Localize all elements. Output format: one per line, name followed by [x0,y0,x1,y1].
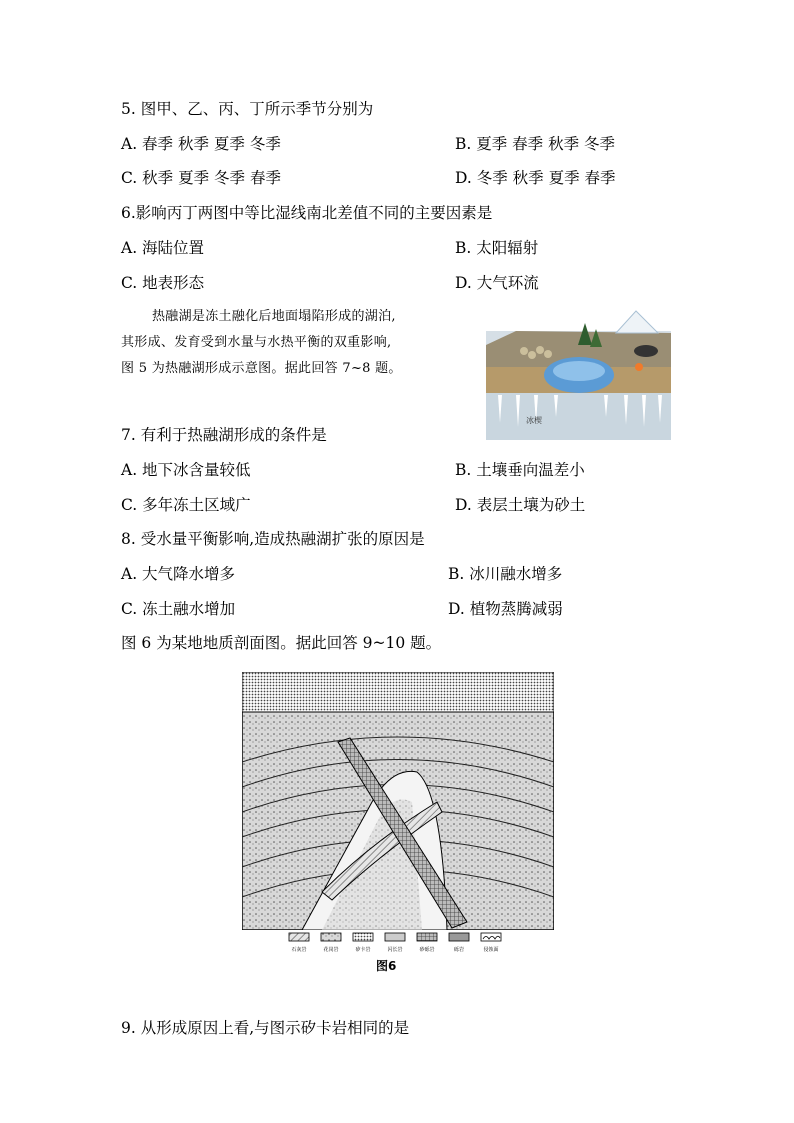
intro5-line1: 热融湖是冻土融化后地面塌陷形成的湖泊, [152,309,396,324]
q6-option-d: D. 大气环流 [455,274,539,292]
q8-option-a: A. 大气降水增多 [121,565,236,583]
q8-option-c: C. 冻土融水增加 [121,600,236,618]
q8-stem: 8. 受水量平衡影响,造成热融湖扩张的原因是 [121,530,425,548]
legend-item-granite [321,933,341,941]
legend-item-skarn [353,933,373,941]
q7-option-a: A. 地下冰含量较低 [121,461,251,479]
q7-option-b: B. 土壤垂向温差小 [455,461,585,479]
legend-label-1: 花岗岩 [323,947,339,953]
q9-stem: 9. 从形成原因上看,与图示矽卡岩相同的是 [121,1019,410,1037]
legend-item-conglomerate [449,933,469,941]
q6-stem: 6.影响丙丁两图中等比湿线南北差值不同的主要因素是 [121,204,493,222]
q7-option-c: C. 多年冻土区域广 [121,496,251,514]
intro6: 图 6 为某地地质剖面图。据此回答 9~10 题。 [121,634,442,652]
intro5-line2: 其形成、发育受到水量与水热平衡的双重影响, [121,335,392,350]
q7-option-d: D. 表层土壤为砂土 [455,496,586,514]
fig5-label-ice: 冰楔 [526,416,542,425]
legend-item-erosion [481,933,501,941]
legend-label-6: 侵蚀面 [483,947,499,953]
legend-label-3: 闪长岩 [387,947,403,953]
legend-label-4: 砂砾岩 [419,947,435,953]
thermokarst-lake-diagram [486,305,671,440]
q5-option-a: A. 春季 秋季 夏季 冬季 [121,135,281,153]
q5-option-c: C. 秋季 夏季 冬季 春季 [121,169,281,187]
q6-option-a: A. 海陆位置 [121,239,205,257]
geological-section-diagram [242,672,554,930]
q6-option-c: C. 地表形态 [121,274,205,292]
fig6-legend [285,932,509,954]
legend-item-diorite [385,933,405,941]
q6-option-b: B. 太阳辐射 [455,239,539,257]
q5-option-d: D. 冬季 秋季 夏季 春季 [455,169,616,187]
legend-label-0: 石灰岩 [291,947,307,953]
q7-stem: 7. 有利于热融湖形成的条件是 [121,426,327,444]
legend-label-2: 矽卡岩 [355,947,371,953]
intro5-line3: 图 5 为热融湖形成示意图。据此回答 7~8 题。 [121,361,402,376]
legend-item-sandstone [417,933,437,941]
legend-item-limestone [289,933,309,941]
q8-option-d: D. 植物蒸腾减弱 [448,600,563,618]
legend-label-5: 砾岩 [453,947,465,953]
q5-option-b: B. 夏季 春季 秋季 冬季 [455,135,616,153]
q8-option-b: B. 冰川融水增多 [448,565,563,583]
fig6-caption: 图6 [376,959,397,973]
q5-stem: 5. 图甲、乙、丙、丁所示季节分别为 [121,100,374,118]
